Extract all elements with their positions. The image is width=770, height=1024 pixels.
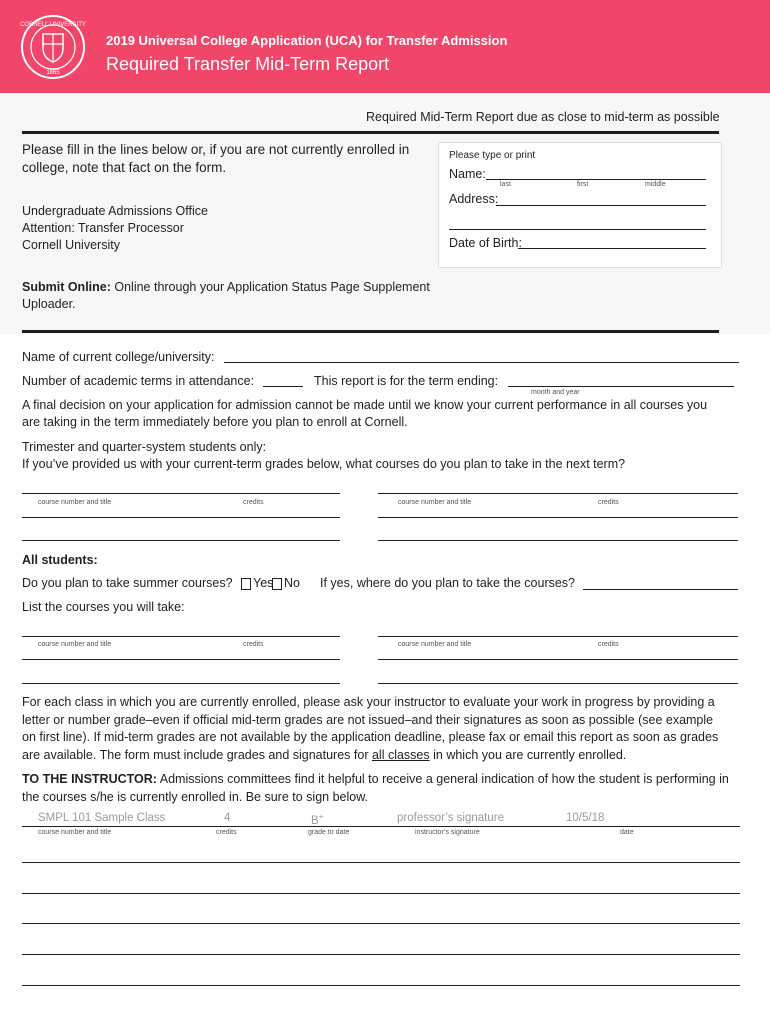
course-caption: course number and title bbox=[398, 499, 472, 506]
divider-top bbox=[22, 131, 719, 134]
term-ending-label: This report is for the term ending: bbox=[314, 374, 499, 388]
instructions-paragraph bbox=[22, 694, 718, 764]
terms-label: Number of academic terms in attendance: bbox=[22, 374, 255, 388]
table-credits-caption: credits bbox=[216, 829, 237, 836]
sample-date: 10/5/18 bbox=[566, 812, 605, 824]
next-term-course-3-right[interactable] bbox=[378, 540, 738, 541]
grade-row-line[interactable] bbox=[22, 985, 740, 986]
name-last-caption: last bbox=[500, 181, 511, 188]
name-label: Name: bbox=[449, 167, 486, 181]
summer-question: Do you plan to take summer courses? bbox=[22, 576, 233, 590]
term-ending-field[interactable] bbox=[508, 386, 734, 387]
address-line-2: Attention: Transfer Processor bbox=[22, 221, 184, 235]
name-middle-caption: middle bbox=[645, 181, 666, 188]
summer-where-question: If yes, where do you plan to take the courses? bbox=[320, 576, 576, 590]
sample-row-line bbox=[22, 826, 740, 827]
instructions-line-1: For each class in which you are currently enrolled, please ask your instructor to evaluate your work in progress by providing a bbox=[22, 695, 715, 709]
summer-course-2-left[interactable] bbox=[22, 659, 340, 660]
table-grade-caption: grade to date bbox=[308, 829, 350, 836]
summer-course-3-left[interactable] bbox=[22, 683, 340, 684]
cornell-seal-icon bbox=[20, 14, 86, 80]
divider-bottom bbox=[22, 330, 719, 333]
next-term-course-2-left[interactable] bbox=[22, 517, 340, 518]
sample-grade-mark: + bbox=[318, 812, 324, 821]
credits-caption: credits bbox=[598, 641, 619, 648]
summer-course-1-right[interactable] bbox=[378, 636, 738, 637]
address-field-1[interactable] bbox=[496, 205, 706, 206]
sample-signature: professor’s signature bbox=[397, 812, 504, 824]
instructions-line-4 bbox=[22, 747, 718, 765]
credits-caption: credits bbox=[598, 499, 619, 506]
grade-row-line[interactable] bbox=[22, 923, 740, 924]
course-caption: course number and title bbox=[38, 499, 112, 506]
box-instruction: Please type or print bbox=[449, 150, 536, 161]
trimester-line-1: Trimester and quarter-system students only: bbox=[22, 440, 267, 454]
summer-course-2-right[interactable] bbox=[378, 659, 738, 660]
instructions-line-4c: in which you are currently enrolled. bbox=[429, 747, 627, 762]
intro-line-1: Please fill in the lines below or, if you are not currently enrolled in bbox=[22, 142, 410, 157]
form-title: Required Transfer Mid-Term Report bbox=[106, 54, 390, 74]
next-term-course-1-right[interactable] bbox=[378, 493, 738, 494]
name-first-caption: first bbox=[577, 181, 589, 188]
credits-caption: credits bbox=[243, 641, 264, 648]
summer-where-field[interactable] bbox=[583, 589, 738, 590]
instructor-text-1: Admissions committees find it helpful to receive a general indication of how the student is performing in bbox=[156, 772, 729, 786]
next-term-course-1-left[interactable] bbox=[22, 493, 340, 494]
credits-caption: credits bbox=[243, 499, 264, 506]
dob-field[interactable] bbox=[518, 248, 706, 249]
grade-row-line[interactable] bbox=[22, 954, 740, 955]
due-note: Required Mid-Term Report due as close to mid-term as possible bbox=[366, 110, 720, 124]
summer-list-label: List the courses you will take: bbox=[22, 600, 185, 614]
terms-field[interactable] bbox=[263, 386, 303, 387]
course-caption: course number and title bbox=[38, 641, 112, 648]
summer-course-1-left[interactable] bbox=[22, 636, 340, 637]
sample-course: SMPL 101 Sample Class bbox=[38, 812, 166, 824]
form-subtitle: 2019 Universal College Application (UCA) for Transfer Admission bbox=[106, 33, 508, 48]
next-term-course-2-right[interactable] bbox=[378, 517, 738, 518]
all-classes-emphasis: all classes bbox=[371, 747, 430, 762]
decision-line-1: A final decision on your application for admission cannot be made until we know your current performance in all courses you bbox=[22, 398, 708, 412]
submit-text-2: Uploader. bbox=[22, 297, 76, 311]
all-students-heading: All students: bbox=[22, 553, 98, 567]
table-date-caption: date bbox=[620, 829, 634, 836]
seal-year: 1865 bbox=[46, 70, 60, 76]
instructions-line-2: letter or number grade–even if official mid-term grades are not issued–and their signatures as soon as possible (see example bbox=[22, 712, 714, 727]
grade-row-line[interactable] bbox=[22, 893, 740, 894]
address-field-2[interactable] bbox=[449, 229, 706, 230]
instructions-line-3: on first line). If mid-term grades are not available by the application deadline, please fax or email this report as soon as grades bbox=[22, 730, 719, 744]
next-term-course-3-left[interactable] bbox=[22, 540, 340, 541]
sample-grade-letter: B bbox=[311, 814, 319, 827]
sample-grade bbox=[311, 812, 323, 827]
instructions-line-4a: are available. The form must include grades and signatures for bbox=[22, 747, 372, 762]
grade-row-line[interactable] bbox=[22, 862, 740, 863]
summer-yes-checkbox[interactable] bbox=[241, 578, 251, 590]
instructor-paragraph bbox=[22, 771, 729, 806]
college-field[interactable] bbox=[224, 362, 739, 363]
decision-line-2: are taking in the term immediately before you plan to enroll at Cornell. bbox=[22, 415, 408, 429]
sample-credits: 4 bbox=[224, 812, 231, 824]
address-label: Address: bbox=[449, 192, 499, 206]
address-line-3: Cornell University bbox=[22, 238, 120, 252]
summer-course-3-right[interactable] bbox=[378, 683, 738, 684]
table-course-caption: course number and title bbox=[38, 829, 112, 836]
seal-text: CORNELL UNIVERSITY bbox=[20, 22, 86, 28]
summer-no-checkbox[interactable] bbox=[272, 578, 282, 590]
instructor-label: TO THE INSTRUCTOR: bbox=[22, 772, 157, 786]
summer-yes-label: Yes bbox=[253, 576, 274, 590]
course-caption: course number and title bbox=[398, 641, 472, 648]
submit-online-text bbox=[22, 280, 430, 294]
address-line-1: Undergraduate Admissions Office bbox=[22, 204, 208, 218]
college-label: Name of current college/university: bbox=[22, 350, 215, 364]
submit-label: Submit Online: bbox=[22, 280, 111, 294]
instructor-line-1 bbox=[22, 771, 729, 789]
dob-label: Date of Birth: bbox=[449, 236, 522, 250]
intro-line-2: college, note that fact on the form. bbox=[22, 160, 227, 175]
name-field[interactable] bbox=[486, 179, 706, 180]
month-year-caption: month and year bbox=[531, 389, 580, 396]
submit-text-1: Online through your Application Status Page Supplement bbox=[110, 280, 430, 294]
instructor-line-2: the courses s/he is currently enrolled in. Be sure to sign below. bbox=[22, 789, 369, 804]
summer-no-label: No bbox=[284, 576, 300, 590]
table-signature-caption: instructor’s signature bbox=[415, 829, 480, 836]
trimester-line-2: If you’ve provided us with your current-term grades below, what courses do you plan to take in the next term? bbox=[22, 457, 626, 471]
